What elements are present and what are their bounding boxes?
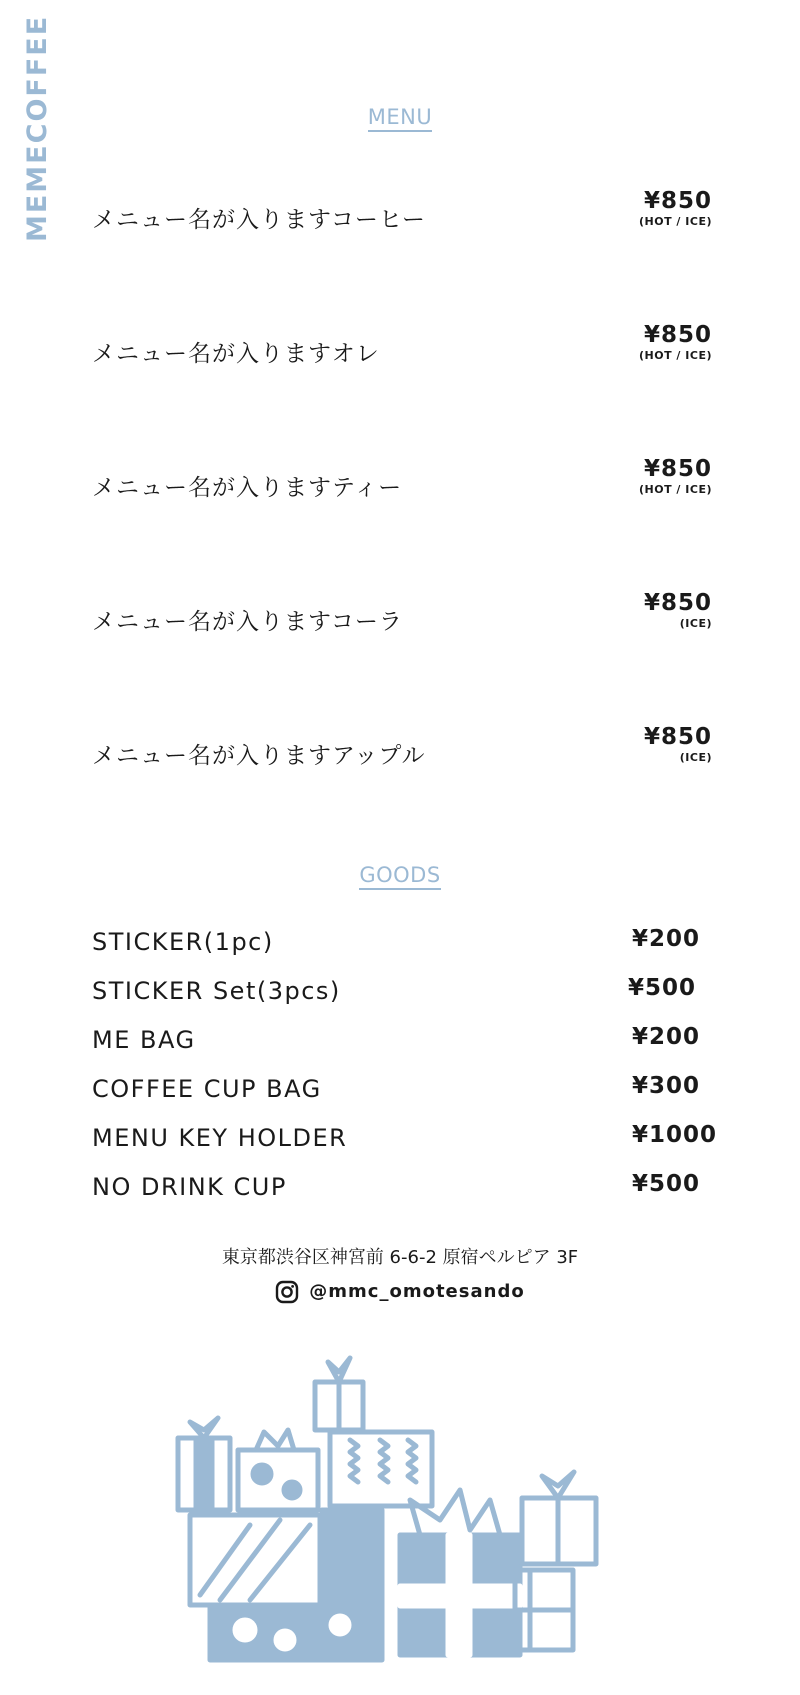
menu-item — [92, 724, 712, 797]
price-value: ¥850 — [643, 322, 712, 348]
goods-item-price: ¥500 — [628, 975, 697, 1001]
menu-item-name: メニュー名が入りますティー — [92, 475, 403, 501]
menu-item-name: メニュー名が入りますコーラ — [92, 609, 403, 635]
menu-item-price — [639, 321, 712, 363]
store-address: 東京都渋谷区神宮前 6-6-2 原宿ペルピア 3F — [221, 1247, 579, 1268]
gift-boxes-illustration — [170, 1350, 640, 1670]
price-value: ¥850 — [643, 590, 712, 616]
price-note: (ICE) — [679, 751, 712, 764]
menu-item — [92, 322, 712, 395]
goods-item-name: NO DRINK CUP — [92, 1173, 287, 1201]
goods-title-text: GOODS — [359, 863, 440, 890]
goods-item — [92, 928, 712, 968]
goods-item-price: ¥200 — [632, 926, 701, 952]
menu-item-price — [639, 187, 712, 229]
goods-item-name: ME BAG — [92, 1026, 196, 1054]
price-note: (ICE) — [679, 617, 712, 630]
price-note: (HOT / ICE) — [639, 483, 712, 496]
goods-title — [0, 863, 800, 887]
menu-item-price — [644, 723, 712, 765]
goods-item-price: ¥300 — [632, 1073, 701, 1099]
menu-item-name: メニュー名が入りますコーヒー — [92, 207, 426, 233]
price-note: (HOT / ICE) — [639, 349, 712, 362]
price-note: (HOT / ICE) — [639, 215, 712, 228]
menu-title — [0, 105, 800, 129]
goods-item-name: COFFEE CUP BAG — [92, 1075, 322, 1103]
menu-item-name: メニュー名が入りますオレ — [92, 341, 380, 367]
price-value: ¥850 — [643, 724, 712, 750]
goods-item-price: ¥1000 — [632, 1122, 718, 1148]
price-value: ¥850 — [643, 456, 712, 482]
brand-vertical: MEMECOFFEE — [22, 14, 53, 242]
goods-item-price: ¥200 — [632, 1024, 701, 1050]
menu-item — [92, 456, 712, 529]
menu-item-price — [639, 455, 712, 497]
goods-item-name: STICKER Set(3pcs) — [92, 977, 341, 1005]
menu-item — [92, 590, 712, 663]
menu-item-name: メニュー名が入りますアップル — [92, 743, 426, 769]
goods-item-price: ¥500 — [632, 1171, 701, 1197]
goods-item-name: MENU KEY HOLDER — [92, 1124, 348, 1152]
price-value: ¥850 — [643, 188, 712, 214]
goods-item — [92, 1173, 712, 1213]
goods-item — [92, 1075, 712, 1115]
goods-item — [92, 977, 712, 1017]
goods-item-name: STICKER(1pc) — [92, 928, 274, 956]
goods-item — [92, 1026, 712, 1066]
goods-item — [92, 1122, 718, 1164]
menu-title-text: MENU — [368, 105, 432, 132]
menu-item-price — [644, 589, 712, 631]
instagram-icon — [275, 1280, 299, 1304]
instagram-handle[interactable] — [0, 1280, 800, 1304]
menu-item — [92, 188, 712, 261]
instagram-handle-text: @mmc_omotesando — [309, 1281, 525, 1302]
